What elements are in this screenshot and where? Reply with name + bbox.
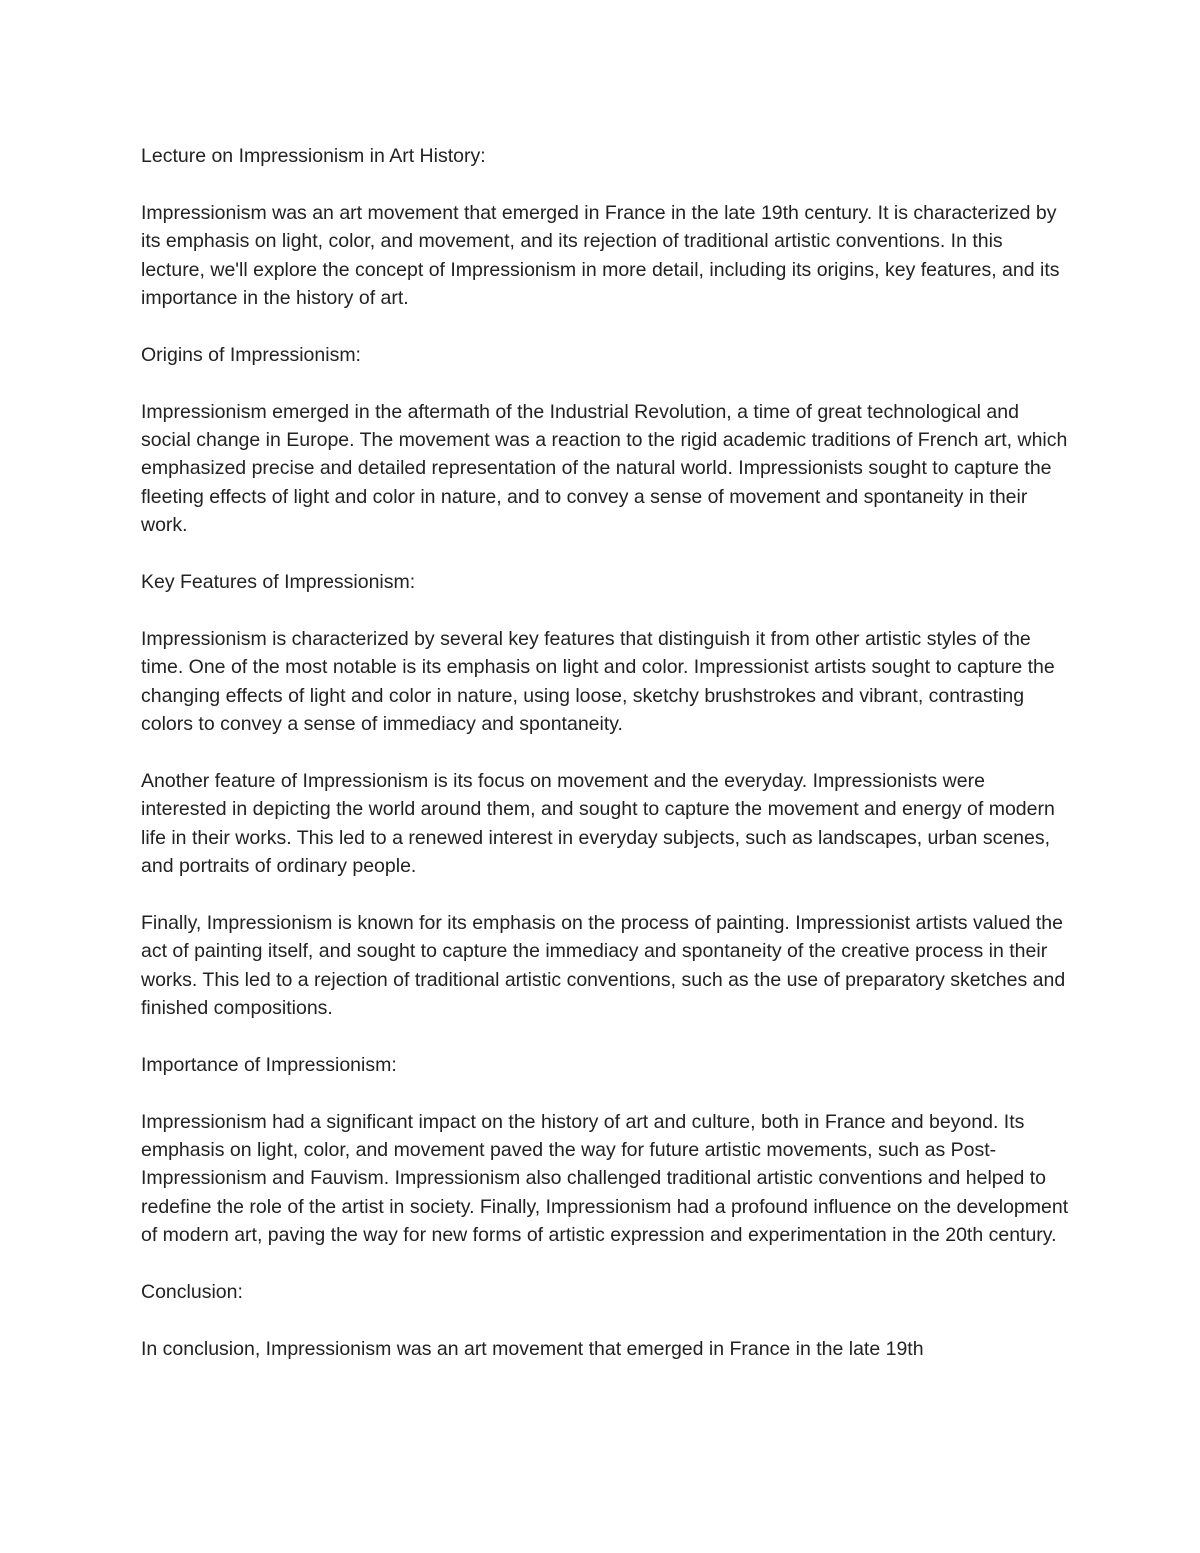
key-features-paragraph-1: Impressionism is characterized by several key features that distinguish it from other artistic styles of the time. One of the most notable is its emphasis on light and color. Impressionist artists sought to capture the changing effects of light and color in nature, using loose, sketchy brushstrokes and vibrant, contrasting colors to convey a sense of immediacy and spontaneity. — [141, 627, 1055, 736]
section-heading-origins: Origins of Impressionism: — [141, 343, 361, 366]
origins-paragraph: Impressionism emerged in the aftermath of the Industrial Revolution, a time of great technological and social change in Europe. The movement was a reaction to the rigid academic traditions of French art, which emphasized precise and detailed representation of the natural world. Impressionists sought to capture the fleeting effects of light and color in nature, and to convey a sense of movement and spontaneity in their work. — [141, 400, 1068, 537]
key-features-paragraph-3: Finally, Impressionism is known for its emphasis on the process of painting. Impressionist artists valued the act of painting itself, and sought to capture the immediacy and spontaneity of the creative process in their works. This led to a rejection of traditional artistic conventions, such as the use of preparatory sketches and finished compositions. — [141, 911, 1066, 1020]
document-body — [141, 142, 1071, 1363]
conclusion-paragraph: In conclusion, Impressionism was an art movement that emerged in France in the late 19th — [141, 1337, 924, 1360]
key-features-paragraph-2: Another feature of Impressionism is its focus on movement and the everyday. Impressionists were interested in depicting the world around them, and sought to capture the movement and energy of modern life in their works. This led to a renewed interest in everyday subjects, such as landscapes, urban scenes, and portraits of ordinary people. — [141, 769, 1055, 878]
section-heading-conclusion: Conclusion: — [141, 1281, 243, 1304]
section-heading-key-features: Key Features of Impressionism: — [141, 571, 416, 594]
document-title: Lecture on Impressionism in Art History: — [141, 145, 486, 167]
intro-paragraph: Impressionism was an art movement that emerged in France in the late 19th century. It is characterized by its emphasis on light, color, and movement, and its rejection of traditional artistic conventions. In this lecture, we'll explore the concept of Impressionism in more detail, including its origins, key features, and its importance in the history of art. — [141, 201, 1060, 310]
section-heading-importance: Importance of Impressionism: — [141, 1053, 397, 1076]
importance-paragraph: Impressionism had a significant impact on the history of art and culture, both in France and beyond. Its emphasis on light, color, and movement paved the way for future artistic movements, such as Post-Impressionism and Fauvism. Impressionism also challenged traditional artistic conventions and helped to redefine the role of the artist in society. Finally, Impressionism had a profound influence on the development of modern art, paving the way for new forms of artistic expression and experimentation in the 20th century. — [141, 1110, 1069, 1247]
